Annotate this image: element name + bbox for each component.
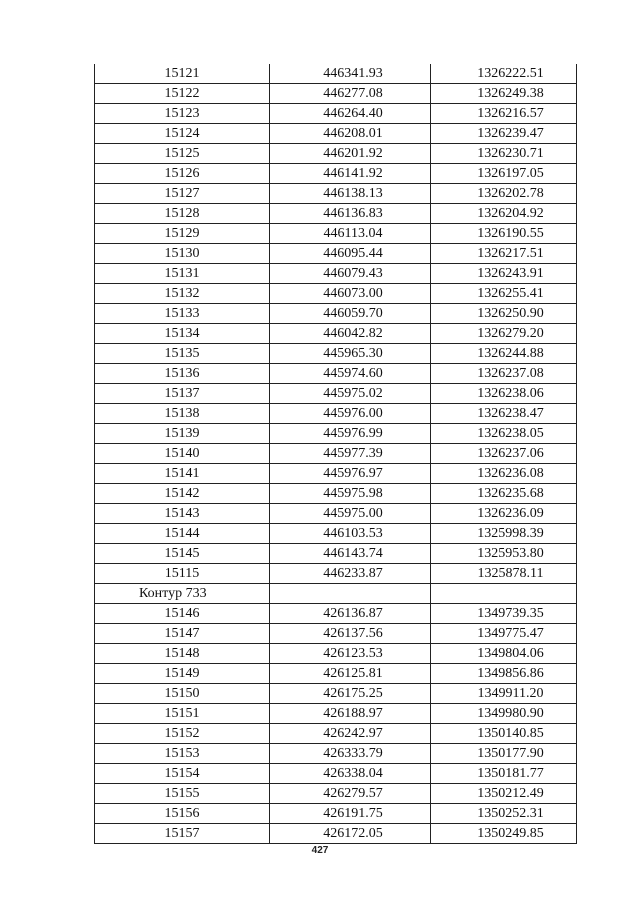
table-row (95, 804, 577, 824)
table-row (95, 504, 577, 524)
y-coordinate-cell: 1326255.41 (431, 284, 577, 304)
x-coordinate-cell: 426172.05 (270, 824, 431, 844)
table-row (95, 384, 577, 404)
x-coordinate-cell: 446095.44 (270, 244, 431, 264)
point-number-cell: 15115 (95, 564, 270, 584)
x-coordinate-cell: 445965.30 (270, 344, 431, 364)
y-coordinate-cell: 1326279.20 (431, 324, 577, 344)
empty-cell (270, 584, 431, 604)
x-coordinate-cell: 445977.39 (270, 444, 431, 464)
table-row (95, 444, 577, 464)
table-row (95, 544, 577, 564)
point-number-cell: 15144 (95, 524, 270, 544)
y-coordinate-cell: 1326197.05 (431, 164, 577, 184)
x-coordinate-cell: 446103.53 (270, 524, 431, 544)
contour-label: Контур 733 (95, 584, 270, 604)
x-coordinate-cell: 446059.70 (270, 304, 431, 324)
point-number-cell: 15130 (95, 244, 270, 264)
table-row (95, 184, 577, 204)
y-coordinate-cell: 1326222.51 (431, 64, 577, 84)
x-coordinate-cell: 426242.97 (270, 724, 431, 744)
x-coordinate-cell: 426338.04 (270, 764, 431, 784)
x-coordinate-cell: 445976.00 (270, 404, 431, 424)
x-coordinate-cell: 446264.40 (270, 104, 431, 124)
point-number-cell: 15151 (95, 704, 270, 724)
table-row (95, 704, 577, 724)
point-number-cell: 15140 (95, 444, 270, 464)
point-number-cell: 15145 (95, 544, 270, 564)
empty-cell (431, 584, 577, 604)
point-number-cell: 15137 (95, 384, 270, 404)
x-coordinate-cell: 446042.82 (270, 324, 431, 344)
x-coordinate-cell: 446073.00 (270, 284, 431, 304)
y-coordinate-cell: 1326250.90 (431, 304, 577, 324)
y-coordinate-cell: 1349804.06 (431, 644, 577, 664)
table-row (95, 724, 577, 744)
x-coordinate-cell: 445975.98 (270, 484, 431, 504)
point-number-cell: 15135 (95, 344, 270, 364)
y-coordinate-cell: 1326190.55 (431, 224, 577, 244)
y-coordinate-cell: 1326204.92 (431, 204, 577, 224)
x-coordinate-cell: 445975.02 (270, 384, 431, 404)
x-coordinate-cell: 445976.97 (270, 464, 431, 484)
x-coordinate-cell: 445974.60 (270, 364, 431, 384)
y-coordinate-cell: 1325878.11 (431, 564, 577, 584)
table-row (95, 264, 577, 284)
point-number-cell: 15136 (95, 364, 270, 384)
x-coordinate-cell: 426188.97 (270, 704, 431, 724)
point-number-cell: 15149 (95, 664, 270, 684)
x-coordinate-cell: 446113.04 (270, 224, 431, 244)
point-number-cell: 15139 (95, 424, 270, 444)
contour-header-row (95, 584, 577, 604)
point-number-cell: 15138 (95, 404, 270, 424)
point-number-cell: 15133 (95, 304, 270, 324)
coordinates-table (94, 64, 577, 844)
y-coordinate-cell: 1326238.06 (431, 384, 577, 404)
point-number-cell: 15157 (95, 824, 270, 844)
y-coordinate-cell: 1326249.38 (431, 84, 577, 104)
y-coordinate-cell: 1326236.09 (431, 504, 577, 524)
table-row (95, 664, 577, 684)
y-coordinate-cell: 1349739.35 (431, 604, 577, 624)
y-coordinate-cell: 1326237.08 (431, 364, 577, 384)
y-coordinate-cell: 1326239.47 (431, 124, 577, 144)
y-coordinate-cell: 1326216.57 (431, 104, 577, 124)
x-coordinate-cell: 446208.01 (270, 124, 431, 144)
y-coordinate-cell: 1325953.80 (431, 544, 577, 564)
point-number-cell: 15152 (95, 724, 270, 744)
table-row (95, 84, 577, 104)
table-row (95, 644, 577, 664)
point-number-cell: 15156 (95, 804, 270, 824)
y-coordinate-cell: 1326236.08 (431, 464, 577, 484)
table-row (95, 144, 577, 164)
point-number-cell: 15128 (95, 204, 270, 224)
x-coordinate-cell: 426333.79 (270, 744, 431, 764)
y-coordinate-cell: 1349856.86 (431, 664, 577, 684)
point-number-cell: 15154 (95, 764, 270, 784)
page-number: 427 (311, 845, 329, 856)
y-coordinate-cell: 1349980.90 (431, 704, 577, 724)
y-coordinate-cell: 1350140.85 (431, 724, 577, 744)
y-coordinate-cell: 1350252.31 (431, 804, 577, 824)
y-coordinate-cell: 1350181.77 (431, 764, 577, 784)
point-number-cell: 15126 (95, 164, 270, 184)
y-coordinate-cell: 1326217.51 (431, 244, 577, 264)
point-number-cell: 15129 (95, 224, 270, 244)
y-coordinate-cell: 1349911.20 (431, 684, 577, 704)
table-row (95, 364, 577, 384)
table-row (95, 604, 577, 624)
table-row (95, 204, 577, 224)
point-number-cell: 15146 (95, 604, 270, 624)
y-coordinate-cell: 1326238.05 (431, 424, 577, 444)
point-number-cell: 15127 (95, 184, 270, 204)
point-number-cell: 15121 (95, 64, 270, 84)
table-row (95, 744, 577, 764)
y-coordinate-cell: 1350177.90 (431, 744, 577, 764)
x-coordinate-cell: 446277.08 (270, 84, 431, 104)
point-number-cell: 15125 (95, 144, 270, 164)
table-row (95, 524, 577, 544)
table-row (95, 684, 577, 704)
x-coordinate-cell: 426191.75 (270, 804, 431, 824)
point-number-cell: 15123 (95, 104, 270, 124)
table-row (95, 484, 577, 504)
y-coordinate-cell: 1326230.71 (431, 144, 577, 164)
table-row (95, 784, 577, 804)
y-coordinate-cell: 1326237.06 (431, 444, 577, 464)
y-coordinate-cell: 1326244.88 (431, 344, 577, 364)
x-coordinate-cell: 446233.87 (270, 564, 431, 584)
point-number-cell: 15132 (95, 284, 270, 304)
table-row (95, 564, 577, 584)
table-row (95, 164, 577, 184)
x-coordinate-cell: 426137.56 (270, 624, 431, 644)
table-row (95, 304, 577, 324)
table-row (95, 324, 577, 344)
table-row (95, 104, 577, 124)
x-coordinate-cell: 426123.53 (270, 644, 431, 664)
x-coordinate-cell: 426175.25 (270, 684, 431, 704)
y-coordinate-cell: 1326238.47 (431, 404, 577, 424)
y-coordinate-cell: 1325998.39 (431, 524, 577, 544)
x-coordinate-cell: 446201.92 (270, 144, 431, 164)
y-coordinate-cell: 1349775.47 (431, 624, 577, 644)
y-coordinate-cell: 1326202.78 (431, 184, 577, 204)
x-coordinate-cell: 446079.43 (270, 264, 431, 284)
table-row (95, 64, 577, 84)
x-coordinate-cell: 446341.93 (270, 64, 431, 84)
table-row (95, 224, 577, 244)
x-coordinate-cell: 446136.83 (270, 204, 431, 224)
y-coordinate-cell: 1326243.91 (431, 264, 577, 284)
x-coordinate-cell: 445976.99 (270, 424, 431, 444)
table-row (95, 764, 577, 784)
x-coordinate-cell: 426279.57 (270, 784, 431, 804)
y-coordinate-cell: 1350249.85 (431, 824, 577, 844)
coordinates-table-body (95, 64, 577, 844)
table-row (95, 284, 577, 304)
x-coordinate-cell: 426125.81 (270, 664, 431, 684)
x-coordinate-cell: 426136.87 (270, 604, 431, 624)
table-row (95, 404, 577, 424)
x-coordinate-cell: 446138.13 (270, 184, 431, 204)
point-number-cell: 15143 (95, 504, 270, 524)
table-row (95, 464, 577, 484)
point-number-cell: 15150 (95, 684, 270, 704)
x-coordinate-cell: 446143.74 (270, 544, 431, 564)
table-row (95, 344, 577, 364)
y-coordinate-cell: 1350212.49 (431, 784, 577, 804)
table-row (95, 124, 577, 144)
point-number-cell: 15155 (95, 784, 270, 804)
point-number-cell: 15148 (95, 644, 270, 664)
table-row (95, 624, 577, 644)
point-number-cell: 15122 (95, 84, 270, 104)
point-number-cell: 15153 (95, 744, 270, 764)
point-number-cell: 15134 (95, 324, 270, 344)
point-number-cell: 15124 (95, 124, 270, 144)
point-number-cell: 15141 (95, 464, 270, 484)
point-number-cell: 15131 (95, 264, 270, 284)
y-coordinate-cell: 1326235.68 (431, 484, 577, 504)
point-number-cell: 15147 (95, 624, 270, 644)
x-coordinate-cell: 446141.92 (270, 164, 431, 184)
point-number-cell: 15142 (95, 484, 270, 504)
table-row (95, 244, 577, 264)
table-row (95, 424, 577, 444)
x-coordinate-cell: 445975.00 (270, 504, 431, 524)
table-row (95, 824, 577, 844)
